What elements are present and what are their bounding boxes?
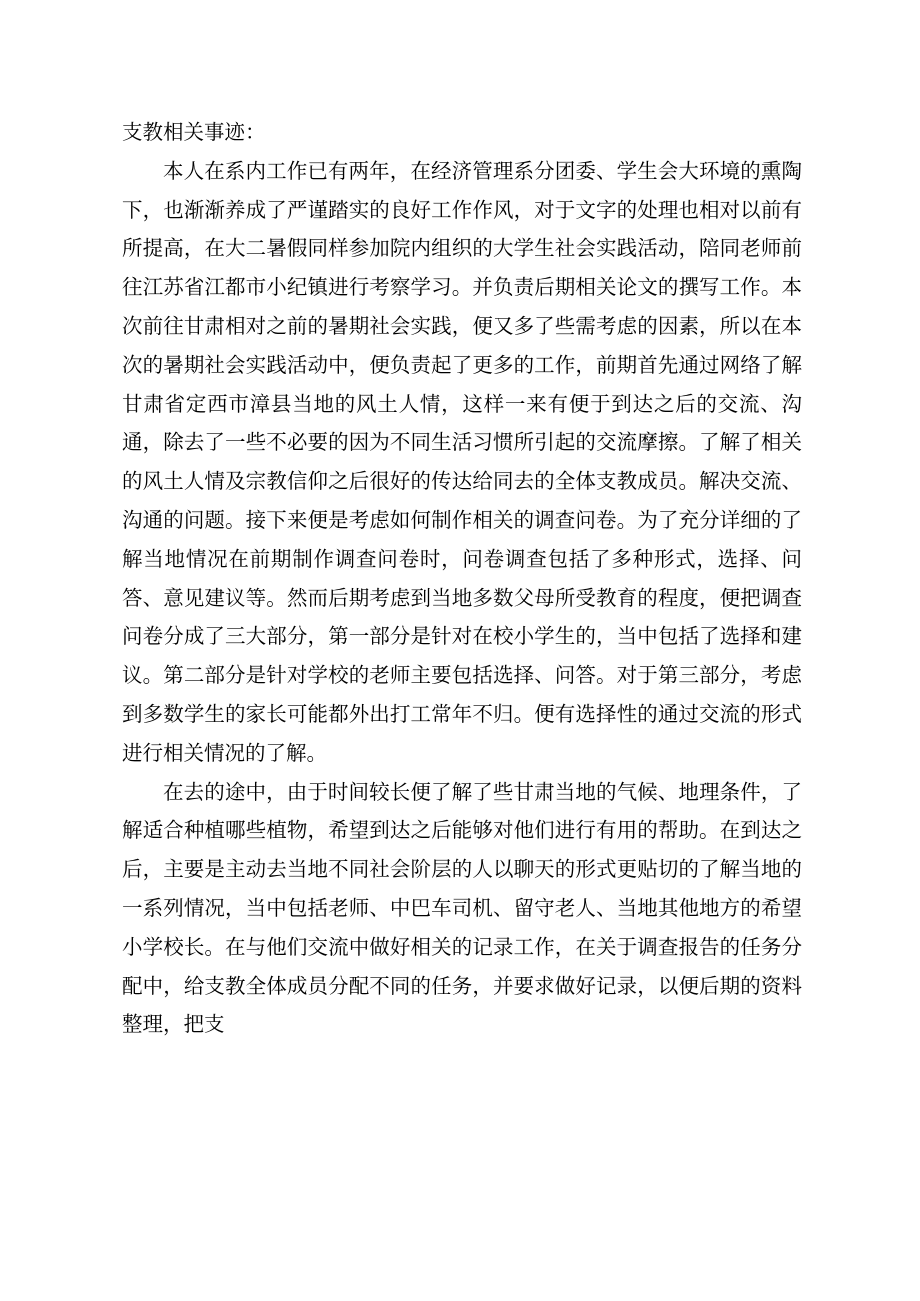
section-heading: 支教相关事迹：: [122, 120, 266, 144]
paragraph-1: 本人在系内工作已有两年，在经济管理系分团委、学生会大环境的熏陶下，也渐渐养成了严谨踏实的良好工作作风，对于文字的处理也相对以前有所提高，在大二暑假同样参加院内组织的大学生社会实践活动，陪同老师前往江苏省江都市小纪镇进行考察学习。并负责后期相关论文的撰写工作。本次前往甘肃相对之前的暑期社会实践，便又多了些需考虑的因素，所以在本次的暑期社会实践活动中，便负责起了更多的工作，前期首先通过网络了解甘肃省定西市漳县当地的风土人情，这样一来有便于到达之后的交流、沟通，除去了一些不必要的因为不同生活习惯所引起的交流摩擦。了解了相关的风土人情及宗教信仰之后很好的传达给同去的全体支教成员。解决交流、沟通的问题。接下来便是考虑如何制作相关的调查问卷。为了充分详细的了解当地情况在前期制作调查问卷时，问卷调查包括了多种形式，选择、问答、意见建议等。然而后期考虑到当地多数父母所受教育的程度，便把调查问卷分成了三大部分，第一部分是针对在校小学生的，当中包括了选择和建议。第二部分是针对学校的老师主要包括选择、问答。对于第三部分，考虑到多数学生的家长可能都外出打工常年不归。便有选择性的通过交流的形式进行相关情况的了解。: [122, 158, 802, 765]
document-body: [122, 113, 802, 1044]
paragraph-2: 在去的途中，由于时间较长便了解了些甘肃当地的气候、地理条件，了解适合种植哪些植物，希望到达之后能够对他们进行有用的帮助。在到达之后，主要是主动去当地不同社会阶层的人以聊天的形式更贴切的了解当地的一系列情况，当中包括老师、中巴车司机、留守老人、当地其他地方的希望小学校长。在与他们交流中做好相关的记录工作，在关于调查报告的任务分配中，给支教全体成员分配不同的任务，并要求做好记录，以便后期的资料整理，把支: [122, 779, 802, 1037]
